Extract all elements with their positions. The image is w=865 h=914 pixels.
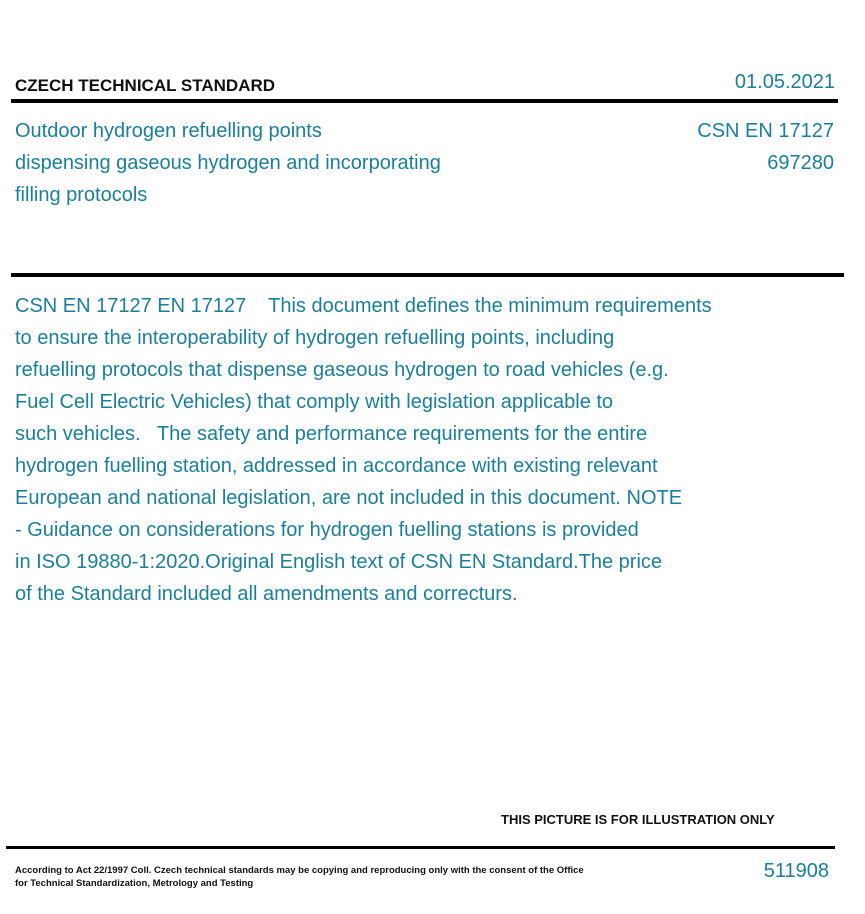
title-line: dispensing gaseous hydrogen and incorporating bbox=[15, 152, 441, 174]
abstract-line: such vehicles. The safety and performance requirements for the entire bbox=[15, 423, 648, 445]
document-type-label: CZECH TECHNICAL STANDARD bbox=[15, 76, 276, 95]
title-line: Outdoor hydrogen refuelling points bbox=[15, 120, 322, 142]
abstract-line: of the Standard included all amendments and correcturs. bbox=[15, 583, 518, 605]
legal-line: for Technical Standardization, Metrology and Testing bbox=[15, 878, 254, 889]
abstract-line: in ISO 19880-1:2020.Original English text of CSN EN Standard.The price bbox=[15, 551, 663, 573]
header-divider bbox=[11, 99, 838, 103]
standard-code: CSN EN 17127 bbox=[697, 120, 834, 142]
abstract-text bbox=[15, 290, 805, 610]
abstract-line: European and national legislation, are not included in this document. NOTE bbox=[15, 487, 683, 509]
footer-divider bbox=[6, 846, 835, 849]
abstract-line: - Guidance on considerations for hydrogen fuelling stations is provided bbox=[15, 519, 639, 541]
abstract-line: Fuel Cell Electric Vehicles) that comply with legislation applicable to bbox=[15, 391, 614, 413]
illustration-note: THIS PICTURE IS FOR ILLUSTRATION ONLY bbox=[501, 812, 775, 827]
title-divider bbox=[11, 273, 844, 277]
abstract-line: CSN EN 17127 EN 17127 This document defines the minimum requirements bbox=[15, 295, 712, 317]
abstract-line: refuelling protocols that dispense gaseous hydrogen to road vehicles (e.g. bbox=[15, 359, 669, 381]
publication-date: 01.05.2021 bbox=[734, 71, 835, 93]
catalog-number: 697280 bbox=[767, 152, 834, 174]
title-line: filling protocols bbox=[15, 184, 148, 206]
abstract-line: hydrogen fuelling station, addressed in accordance with existing relevant bbox=[15, 455, 658, 477]
standard-title bbox=[15, 115, 535, 211]
abstract-line: to ensure the interoperability of hydrogen refuelling points, including bbox=[15, 327, 615, 349]
legal-notice bbox=[15, 864, 615, 890]
standard-codes bbox=[697, 115, 834, 179]
legal-line: According to Act 22/1997 Coll. Czech technical standards may be copying and reproducing only with the consent of the Office bbox=[15, 865, 584, 876]
document-number: 511908 bbox=[763, 860, 829, 882]
